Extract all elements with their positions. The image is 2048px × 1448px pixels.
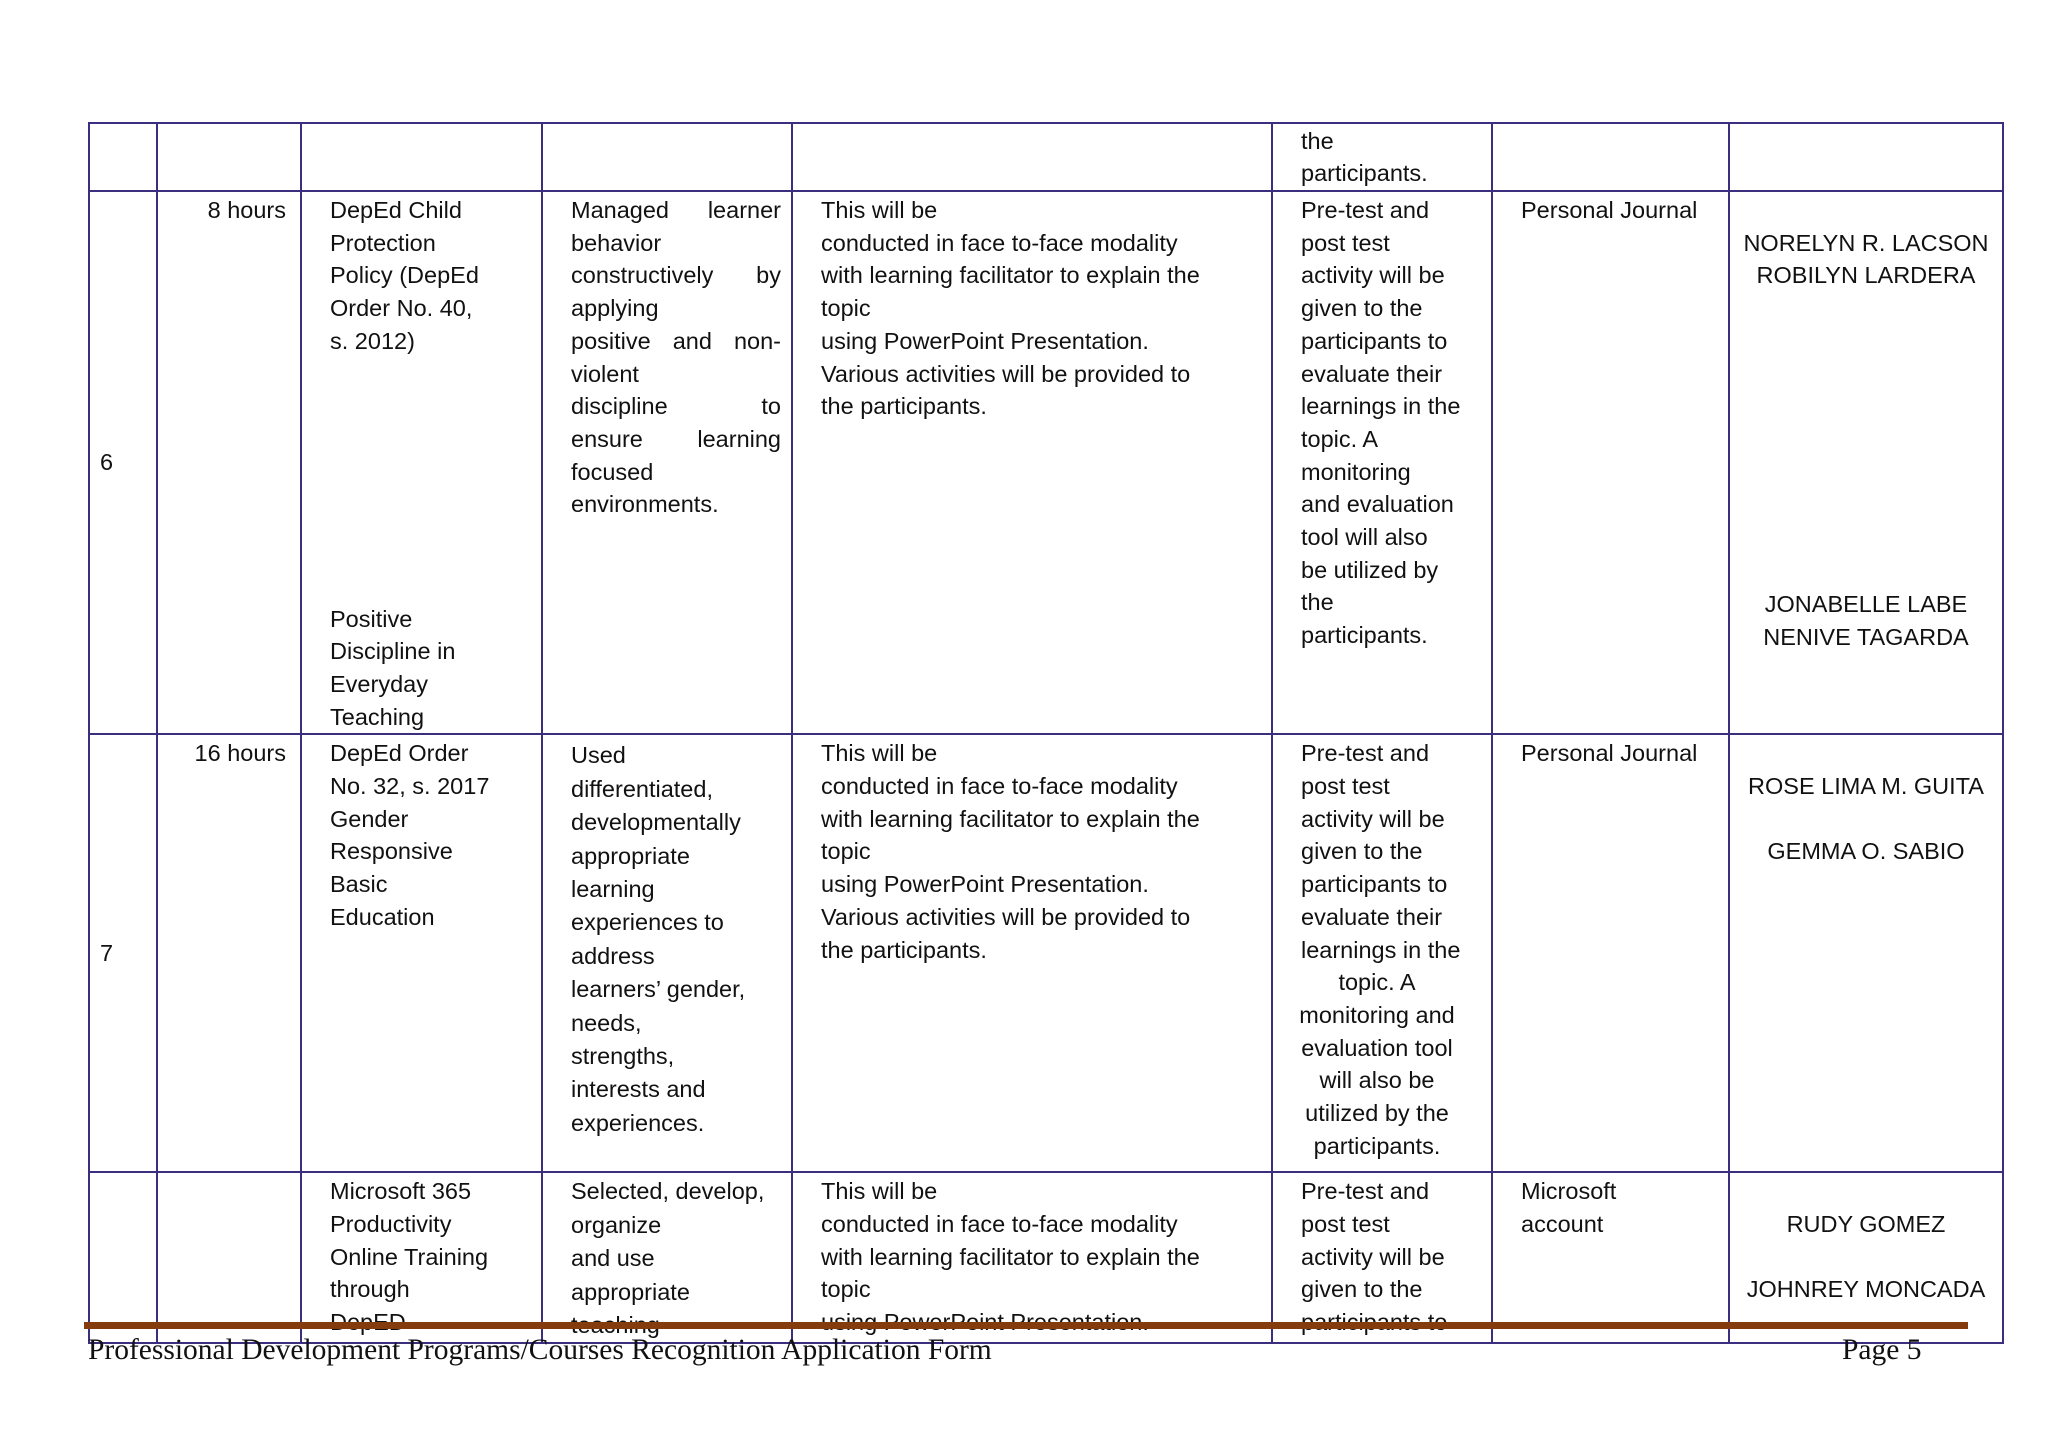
evaluation-line: activity will be — [1301, 262, 1445, 289]
indicator-line: Managed learner — [571, 197, 781, 223]
strategy-line: topic — [821, 838, 871, 865]
indicator-line: learners’ gender, — [571, 976, 746, 1003]
resource-person: RUDY GOMEZ — [1786, 1211, 1946, 1238]
people-cell — [1729, 123, 2003, 191]
indicator-line: experiences to — [571, 909, 724, 936]
topic-line: Online Training — [330, 1243, 489, 1270]
topic-line: s. 2012) — [330, 327, 415, 354]
table-row — [89, 1172, 2003, 1343]
topic-line: No. 32, s. 2017 — [330, 773, 490, 800]
evaluation-line: post test — [1301, 229, 1390, 256]
evaluation-line: evaluation tool — [1301, 1034, 1453, 1061]
footer-title: Professional Development Programs/Courses Recognition Application Form — [88, 1334, 992, 1366]
hours-cell — [157, 734, 301, 1172]
topic-cell — [301, 123, 542, 191]
indicator-line: applying — [571, 295, 659, 322]
indicator-line: violent — [571, 360, 639, 387]
topic-line: DepEd Order — [330, 740, 469, 767]
number-cell — [89, 191, 157, 734]
indicator-line: developmentally — [571, 809, 741, 836]
evaluation-line: learnings in the — [1301, 393, 1461, 420]
indicator-cell — [542, 123, 792, 191]
people-cell — [1729, 191, 2003, 734]
topic-cell — [301, 1172, 542, 1343]
strategy-line: the participants. — [821, 936, 987, 963]
evaluation-line: activity will be — [1301, 805, 1445, 832]
number-cell — [89, 1172, 157, 1343]
resources-cell — [1492, 1172, 1729, 1343]
strategy-line: Various activities will be provided to — [821, 903, 1191, 930]
indicator-cell — [542, 734, 792, 1172]
indicator-line: constructively by — [571, 262, 781, 289]
evaluation-line: the — [1301, 127, 1334, 154]
strategy-cell — [792, 123, 1272, 191]
topic-cell — [301, 734, 542, 1172]
indicator-line: learning — [571, 875, 655, 902]
evaluation-line: learnings in the — [1301, 936, 1461, 963]
strategy-line: This will be — [821, 1178, 938, 1205]
number-cell — [89, 123, 157, 191]
indicator-line: ensure learning — [571, 425, 781, 452]
indicator-cell — [542, 191, 792, 734]
strategy-line: conducted in face to-face modality — [821, 229, 1178, 256]
evaluation-line: given to the — [1301, 1276, 1423, 1303]
table-row — [89, 734, 2003, 1172]
indicator-line: Used — [571, 742, 626, 769]
hours-cell — [157, 123, 301, 191]
evaluation-line: topic. A — [1338, 969, 1416, 996]
strategy-line: conducted in face to-face modality — [821, 773, 1178, 800]
indicator-line: discipline to — [571, 393, 781, 420]
indicator-line: positive and non- — [571, 327, 781, 354]
evaluation-line: Pre-test and — [1301, 740, 1430, 767]
indicator-line: behavior — [571, 229, 662, 256]
topic-line: Discipline in — [330, 638, 456, 665]
resources-cell — [1492, 191, 1729, 734]
indicator-line: organize — [571, 1211, 662, 1238]
resource-person: JONABELLE LABE — [1764, 591, 1968, 618]
evaluation-line: participants. — [1301, 160, 1428, 187]
indicator-line: needs, — [571, 1009, 642, 1036]
indicator-line: interests and — [571, 1076, 706, 1103]
evaluation-line: Pre-test and — [1301, 1178, 1430, 1205]
indicator-line: appropriate — [571, 1278, 690, 1305]
evaluation-line: the — [1301, 589, 1334, 616]
topic-cell — [301, 191, 542, 734]
resource-person: NORELYN R. LACSON — [1743, 229, 1989, 256]
table-row — [89, 123, 2003, 191]
evaluation-line: post test — [1301, 773, 1390, 800]
topic-line: DepEd Child — [330, 197, 462, 223]
evaluation-line: participants to — [1301, 327, 1448, 354]
resources-value: Personal Journal — [1521, 740, 1698, 767]
indicator-line: differentiated, — [571, 775, 713, 802]
topic-line: Everyday — [330, 670, 428, 697]
evaluation-line: evaluate their — [1301, 903, 1443, 930]
evaluation-line: given to the — [1301, 295, 1423, 322]
strategy-line: topic — [821, 1276, 871, 1303]
indicator-line: and use — [571, 1245, 655, 1272]
resources-cell — [1492, 734, 1729, 1172]
topic-line: Responsive — [330, 838, 453, 865]
hours-cell — [157, 191, 301, 734]
strategy-line: This will be — [821, 740, 938, 767]
strategy-line: topic — [821, 295, 871, 322]
strategy-cell — [792, 734, 1272, 1172]
hours-value: 16 hours — [194, 740, 286, 767]
resource-person: ROBILYN LARDERA — [1756, 262, 1976, 289]
evaluation-line: utilized by the — [1305, 1100, 1449, 1127]
indicator-line: experiences. — [571, 1109, 705, 1136]
resource-person: ROSE LIMA M. GUITA — [1748, 773, 1984, 800]
topic-line: Gender — [330, 805, 409, 832]
resource-person: NENIVE TAGARDA — [1763, 623, 1969, 650]
indicator-line: appropriate — [571, 842, 690, 869]
resources-cell — [1492, 123, 1729, 191]
topic-line: Policy (DepEd — [330, 262, 479, 289]
page-number: Page 5 — [1842, 1334, 1922, 1366]
strategy-line: using PowerPoint Presentation. — [821, 327, 1149, 354]
evaluation-line: activity will be — [1301, 1243, 1445, 1270]
hours-cell — [157, 1172, 301, 1343]
programs-table — [88, 122, 2004, 1344]
topic-line: Basic — [330, 871, 388, 898]
evaluation-line: be utilized by — [1301, 556, 1439, 583]
topic-line: Productivity — [330, 1211, 452, 1238]
evaluation-line: tool will also — [1301, 524, 1428, 551]
evaluation-cell — [1272, 123, 1492, 191]
footer-rule — [84, 1322, 1968, 1329]
topic-line: Order No. 40, — [330, 295, 473, 322]
strategy-line: using PowerPoint Presentation. — [821, 871, 1149, 898]
indicator-line: environments. — [571, 491, 719, 518]
topic-line: Microsoft 365 — [330, 1178, 472, 1205]
row-number: 7 — [100, 939, 114, 966]
number-cell — [89, 734, 157, 1172]
topic-line: Teaching — [330, 703, 425, 730]
evaluation-cell — [1272, 1172, 1492, 1343]
indicator-cell — [542, 1172, 792, 1343]
strategy-line: the participants. — [821, 393, 987, 420]
evaluation-line: participants to — [1301, 871, 1448, 898]
strategy-line: This will be — [821, 197, 938, 223]
table-row — [89, 191, 2003, 734]
topic-line: through — [330, 1276, 410, 1303]
topic-line: Protection — [330, 229, 436, 256]
indicator-line: focused — [571, 458, 654, 485]
resources-value: Personal Journal — [1521, 197, 1698, 223]
resources-line: account — [1521, 1211, 1604, 1238]
evaluation-line: post test — [1301, 1211, 1390, 1238]
evaluation-line: monitoring and — [1299, 1001, 1455, 1028]
people-cell — [1729, 1172, 2003, 1343]
evaluation-line: evaluate their — [1301, 360, 1443, 387]
topic-line: Positive — [330, 605, 413, 632]
evaluation-line: and evaluation — [1301, 491, 1454, 518]
evaluation-cell — [1272, 734, 1492, 1172]
resources-line: Microsoft — [1521, 1178, 1617, 1205]
evaluation-cell — [1272, 191, 1492, 734]
evaluation-line: participants. — [1301, 622, 1428, 649]
evaluation-line: will also be — [1319, 1067, 1435, 1094]
indicator-line: Selected, develop, — [571, 1178, 765, 1205]
strategy-line: conducted in face to-face modality — [821, 1211, 1178, 1238]
topic-line: Education — [330, 903, 435, 930]
indicator-line: address — [571, 942, 655, 969]
evaluation-line: participants. — [1313, 1132, 1441, 1159]
resource-person: GEMMA O. SABIO — [1767, 838, 1965, 865]
resource-person: JOHNREY MONCADA — [1746, 1276, 1986, 1303]
evaluation-line: topic. A — [1301, 425, 1379, 452]
evaluation-line: given to the — [1301, 838, 1423, 865]
strategy-line: with learning facilitator to explain the — [821, 805, 1200, 832]
strategy-cell — [792, 191, 1272, 734]
strategy-line: with learning facilitator to explain the — [821, 262, 1200, 289]
strategy-cell — [792, 1172, 1272, 1343]
evaluation-line: monitoring — [1301, 458, 1411, 485]
strategy-line: Various activities will be provided to — [821, 360, 1191, 387]
hours-value: 8 hours — [207, 197, 286, 223]
people-cell — [1729, 734, 2003, 1172]
indicator-line: strengths, — [571, 1042, 675, 1069]
evaluation-line: Pre-test and — [1301, 197, 1430, 223]
row-number: 6 — [100, 449, 114, 476]
strategy-line: with learning facilitator to explain the — [821, 1243, 1200, 1270]
